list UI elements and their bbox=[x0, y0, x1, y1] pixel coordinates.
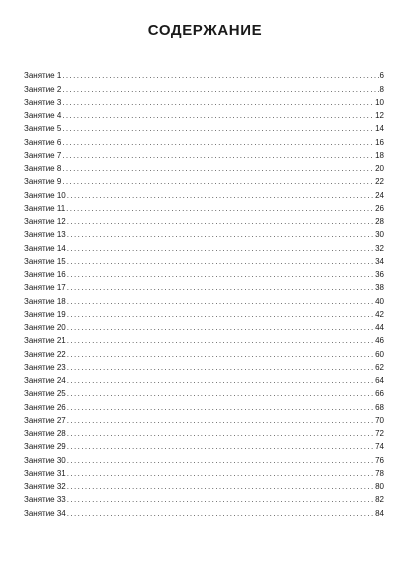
toc-dot-leader bbox=[67, 363, 374, 372]
toc-dot-leader bbox=[62, 111, 374, 120]
toc-entry-page-number: 22 bbox=[375, 177, 384, 187]
toc-dot-leader bbox=[67, 230, 374, 239]
toc-entry-page-number: 64 bbox=[375, 376, 384, 385]
toc-entry[interactable] bbox=[24, 491, 384, 504]
toc-entry-page-number: 74 bbox=[375, 442, 384, 452]
toc-entry[interactable] bbox=[24, 239, 384, 252]
toc-entry-page-number: 76 bbox=[375, 455, 384, 465]
toc-entry[interactable] bbox=[24, 279, 384, 292]
toc-entry-label: Занятие 19 bbox=[24, 309, 66, 319]
toc-entry[interactable] bbox=[24, 438, 384, 451]
toc-entry[interactable] bbox=[24, 306, 384, 319]
toc-entry-page-number: 62 bbox=[375, 362, 384, 372]
toc-entry[interactable] bbox=[24, 173, 384, 186]
toc-entry[interactable] bbox=[24, 504, 384, 517]
toc-entry-label: Занятие 13 bbox=[24, 230, 66, 240]
toc-entry-page-number: 12 bbox=[375, 111, 384, 120]
toc-entry[interactable] bbox=[24, 465, 384, 478]
toc-entry[interactable] bbox=[24, 266, 384, 279]
toc-entry-label: Занятие 29 bbox=[24, 442, 66, 452]
toc-entry-page-number: 70 bbox=[375, 415, 384, 425]
toc-dot-leader bbox=[62, 98, 374, 107]
page-title: СОДЕРЖАНИЕ bbox=[147, 22, 263, 39]
toc-entry[interactable] bbox=[24, 67, 384, 80]
toc-dot-leader bbox=[67, 191, 374, 200]
toc-entry[interactable] bbox=[24, 80, 384, 93]
toc-dot-leader bbox=[67, 389, 374, 398]
toc-entry[interactable] bbox=[24, 200, 384, 213]
toc-entry-page-number: 32 bbox=[375, 243, 384, 253]
toc-entry[interactable] bbox=[24, 120, 384, 133]
toc-entry[interactable] bbox=[24, 160, 384, 173]
toc-entry[interactable] bbox=[24, 226, 384, 239]
toc-entry-page-number: 72 bbox=[375, 429, 384, 438]
toc-entry[interactable] bbox=[24, 319, 384, 332]
toc-entry-page-number: 66 bbox=[375, 389, 384, 399]
toc-dot-leader bbox=[67, 403, 374, 412]
toc-entry-page-number: 46 bbox=[375, 336, 384, 346]
toc-entry-label: Занятие 15 bbox=[24, 256, 66, 266]
toc-entry[interactable] bbox=[24, 94, 384, 107]
toc-entry-label: Занятие 16 bbox=[24, 270, 66, 279]
toc-entry-label: Занятие 20 bbox=[24, 323, 66, 332]
toc-entry[interactable] bbox=[24, 147, 384, 160]
toc-dot-leader bbox=[66, 204, 374, 213]
toc-dot-leader bbox=[67, 495, 374, 504]
toc-entry-page-number: 60 bbox=[375, 349, 384, 359]
toc-entry-label: Занятие 2 bbox=[24, 84, 62, 94]
toc-entry-label: Занятие 10 bbox=[24, 190, 66, 200]
toc-entry[interactable] bbox=[24, 412, 384, 425]
toc-entry-label: Занятие 33 bbox=[24, 495, 66, 505]
toc-dot-leader bbox=[67, 323, 374, 332]
toc-entry-page-number: 80 bbox=[375, 482, 384, 491]
toc-entry-page-number: 6 bbox=[379, 71, 384, 81]
toc-dot-leader bbox=[67, 244, 374, 253]
toc-entry[interactable] bbox=[24, 292, 384, 305]
toc-entry-page-number: 16 bbox=[375, 137, 384, 147]
toc-entry-label: Занятие 30 bbox=[24, 455, 66, 465]
toc-entry-label: Занятие 8 bbox=[24, 164, 62, 173]
toc-entry-label: Занятие 3 bbox=[24, 97, 62, 107]
toc-entry-label: Занятие 32 bbox=[24, 482, 66, 491]
toc-entry-label: Занятие 9 bbox=[24, 177, 62, 187]
toc-entry-page-number: 40 bbox=[375, 296, 384, 306]
toc-entry-page-number: 10 bbox=[375, 97, 384, 107]
toc-dot-leader bbox=[62, 124, 374, 133]
toc-dot-leader bbox=[62, 138, 374, 147]
toc-entry-label: Занятие 34 bbox=[24, 508, 66, 518]
toc-entry-page-number: 18 bbox=[375, 150, 384, 160]
toc-entry-page-number: 36 bbox=[375, 270, 384, 279]
toc-entry-label: Занятие 6 bbox=[24, 137, 62, 147]
toc-entry-label: Занятие 14 bbox=[24, 243, 66, 253]
toc-entry-label: Занятие 26 bbox=[24, 402, 66, 412]
toc-entry-label: Занятие 4 bbox=[24, 111, 62, 120]
toc-dot-leader bbox=[62, 71, 378, 80]
toc-entry-label: Занятие 22 bbox=[24, 349, 66, 359]
toc-dot-leader bbox=[67, 310, 374, 319]
toc-entry-label: Занятие 1 bbox=[24, 71, 62, 81]
toc-dot-leader bbox=[67, 509, 374, 518]
toc-entry-label: Занятие 18 bbox=[24, 296, 66, 306]
toc-entry-page-number: 30 bbox=[375, 230, 384, 240]
toc-entry-page-number: 8 bbox=[379, 84, 384, 94]
toc-entry-label: Занятие 5 bbox=[24, 124, 62, 134]
toc-entry-page-number: 44 bbox=[375, 323, 384, 332]
toc-entry[interactable] bbox=[24, 478, 384, 491]
toc-dot-leader bbox=[67, 217, 374, 226]
toc-dot-leader bbox=[67, 350, 374, 359]
toc-entry-label: Занятие 24 bbox=[24, 376, 66, 385]
toc-entry-label: Занятие 12 bbox=[24, 217, 66, 226]
toc-entry[interactable] bbox=[24, 398, 384, 411]
toc-entry[interactable] bbox=[24, 213, 384, 226]
toc-dot-leader bbox=[62, 151, 374, 160]
toc-entry-label: Занятие 28 bbox=[24, 429, 66, 438]
toc-entry[interactable] bbox=[24, 253, 384, 266]
toc-entry[interactable] bbox=[24, 133, 384, 146]
toc-dot-leader bbox=[67, 297, 374, 306]
toc-entry-page-number: 68 bbox=[375, 402, 384, 412]
toc-dot-leader bbox=[62, 177, 374, 186]
toc-entry[interactable] bbox=[24, 359, 384, 372]
toc-entry-page-number: 78 bbox=[375, 468, 384, 478]
toc-dot-leader bbox=[67, 376, 374, 385]
toc-entry-page-number: 28 bbox=[375, 217, 384, 226]
toc-entry-page-number: 20 bbox=[375, 164, 384, 173]
toc-dot-leader bbox=[67, 456, 374, 465]
toc-entry-label: Занятие 17 bbox=[24, 283, 66, 293]
toc-entry-label: Занятие 31 bbox=[24, 468, 66, 478]
toc-dot-leader bbox=[67, 469, 374, 478]
toc-entry-label: Занятие 21 bbox=[24, 336, 66, 346]
toc-entry-page-number: 84 bbox=[375, 508, 384, 518]
toc-entry-page-number: 14 bbox=[375, 124, 384, 134]
toc-entry-label: Занятие 27 bbox=[24, 415, 66, 425]
table-of-contents bbox=[24, 67, 384, 518]
toc-dot-leader bbox=[67, 482, 374, 491]
toc-entry-page-number: 26 bbox=[375, 203, 384, 213]
toc-entry-label: Занятие 11 bbox=[24, 203, 66, 213]
toc-dot-leader bbox=[67, 442, 374, 451]
toc-entry[interactable] bbox=[24, 425, 384, 438]
toc-entry-label: Занятие 23 bbox=[24, 362, 66, 372]
toc-entry-page-number: 42 bbox=[375, 309, 384, 319]
toc-entry-label: Занятие 7 bbox=[24, 150, 62, 160]
toc-dot-leader bbox=[67, 257, 374, 266]
toc-dot-leader bbox=[67, 283, 374, 292]
toc-entry-label: Занятие 25 bbox=[24, 389, 66, 399]
toc-dot-leader bbox=[62, 85, 378, 94]
toc-entry[interactable] bbox=[24, 385, 384, 398]
toc-dot-leader bbox=[67, 416, 374, 425]
toc-entry-page-number: 24 bbox=[375, 190, 384, 200]
toc-dot-leader bbox=[67, 429, 374, 438]
toc-dot-leader bbox=[67, 270, 374, 279]
toc-entry[interactable] bbox=[24, 186, 384, 199]
toc-entry[interactable] bbox=[24, 451, 384, 464]
toc-entry-page-number: 82 bbox=[375, 495, 384, 505]
toc-entry-page-number: 38 bbox=[375, 283, 384, 293]
toc-entry[interactable] bbox=[24, 345, 384, 358]
toc-entry-page-number: 34 bbox=[375, 256, 384, 266]
toc-dot-leader bbox=[62, 164, 374, 173]
toc-entry[interactable] bbox=[24, 107, 384, 120]
toc-entry[interactable] bbox=[24, 332, 384, 345]
toc-dot-leader bbox=[67, 336, 374, 345]
toc-entry[interactable] bbox=[24, 372, 384, 385]
